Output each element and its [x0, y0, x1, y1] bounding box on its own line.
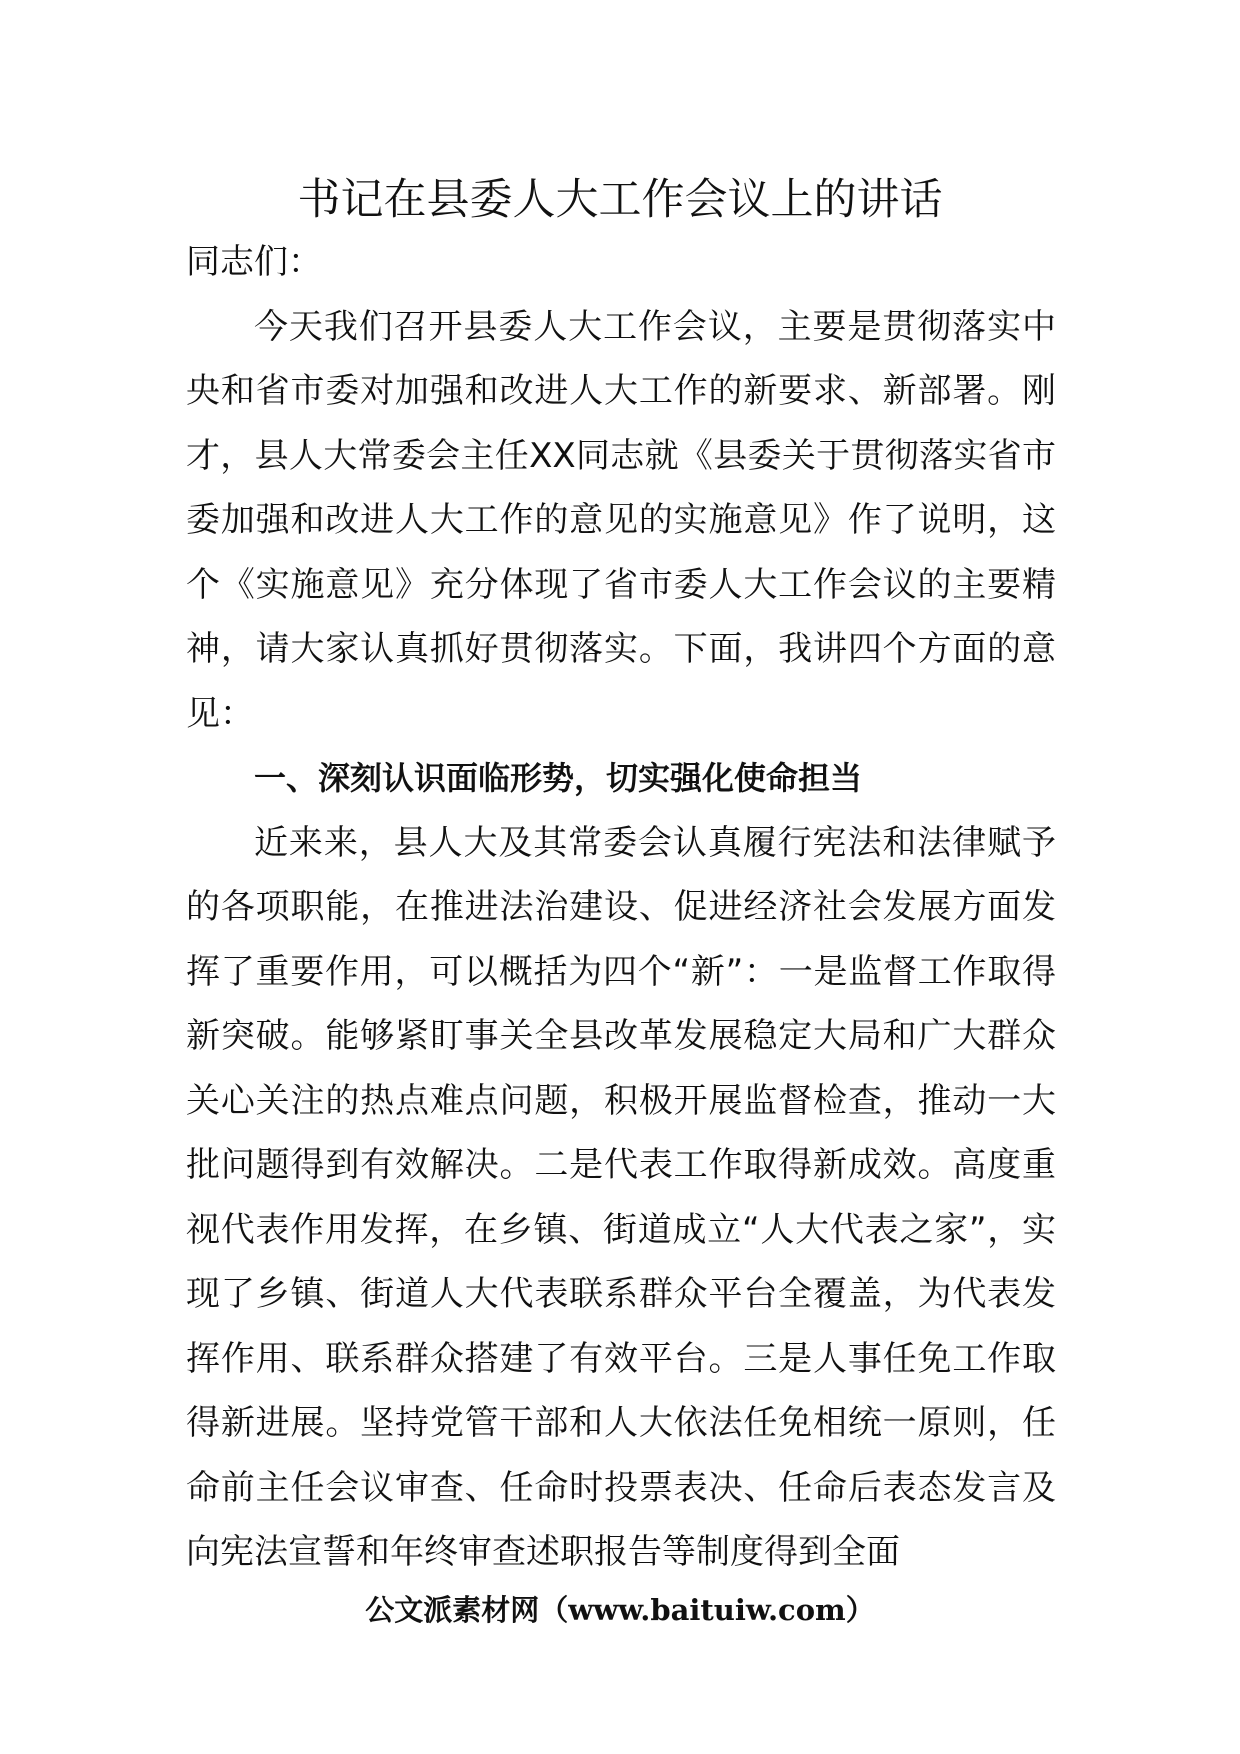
paragraph: 今天我们召开县委人大工作会议，主要是贯彻落实中央和省市委对加强和改进人大工作的新要求、新部署。刚才，县人大常委会主任XX同志就《县委关于贯彻落实省市委加强和改进人大工作的意见的实施意见》作了说明，这个《实施意见》充分体现了省市委人大工作会议的主要精神，请大家认真抓好贯彻落实。下面，我讲四个方面的意见： — [186, 306, 1056, 734]
salutation: 同志们： — [186, 242, 322, 282]
footer-watermark: 公文派素材网（www.baituiw.com） — [365, 1593, 875, 1627]
paragraph: 近来来，县人大及其常委会认真履行宪法和法律赋予的各项职能，在推进法治建设、促进经济社会发展方面发挥了重要作用，可以概括为四个“新”：一是监督工作取得新突破。能够紧盯事关全县改革发展稳定大局和广大群众关心关注的热点难点问题，积极开展监督检查，推动一大批问题得到有效解决。二是代表工作取得新成效。高度重视代表作用发挥，在乡镇、街道成立“人大代表之家”，实现了乡镇、街道人大代表联系群众平台全覆盖，为代表发挥作用、联系群众搭建了有效平台。三是人事任免工作取得新进展。坚持党管干部和人大依法任免相统一原则，任命前主任会议审查、任命时投票表决、任命后表态发言及向宪法宣誓和年终审查述职报告等制度得到全面 — [186, 822, 1056, 1572]
document-title: 书记在县委人大工作会议上的讲话 — [297, 175, 943, 225]
section-heading: 一、深刻认识面临形势，切实强化使命担当 — [254, 759, 863, 797]
document-body — [186, 230, 1056, 1585]
